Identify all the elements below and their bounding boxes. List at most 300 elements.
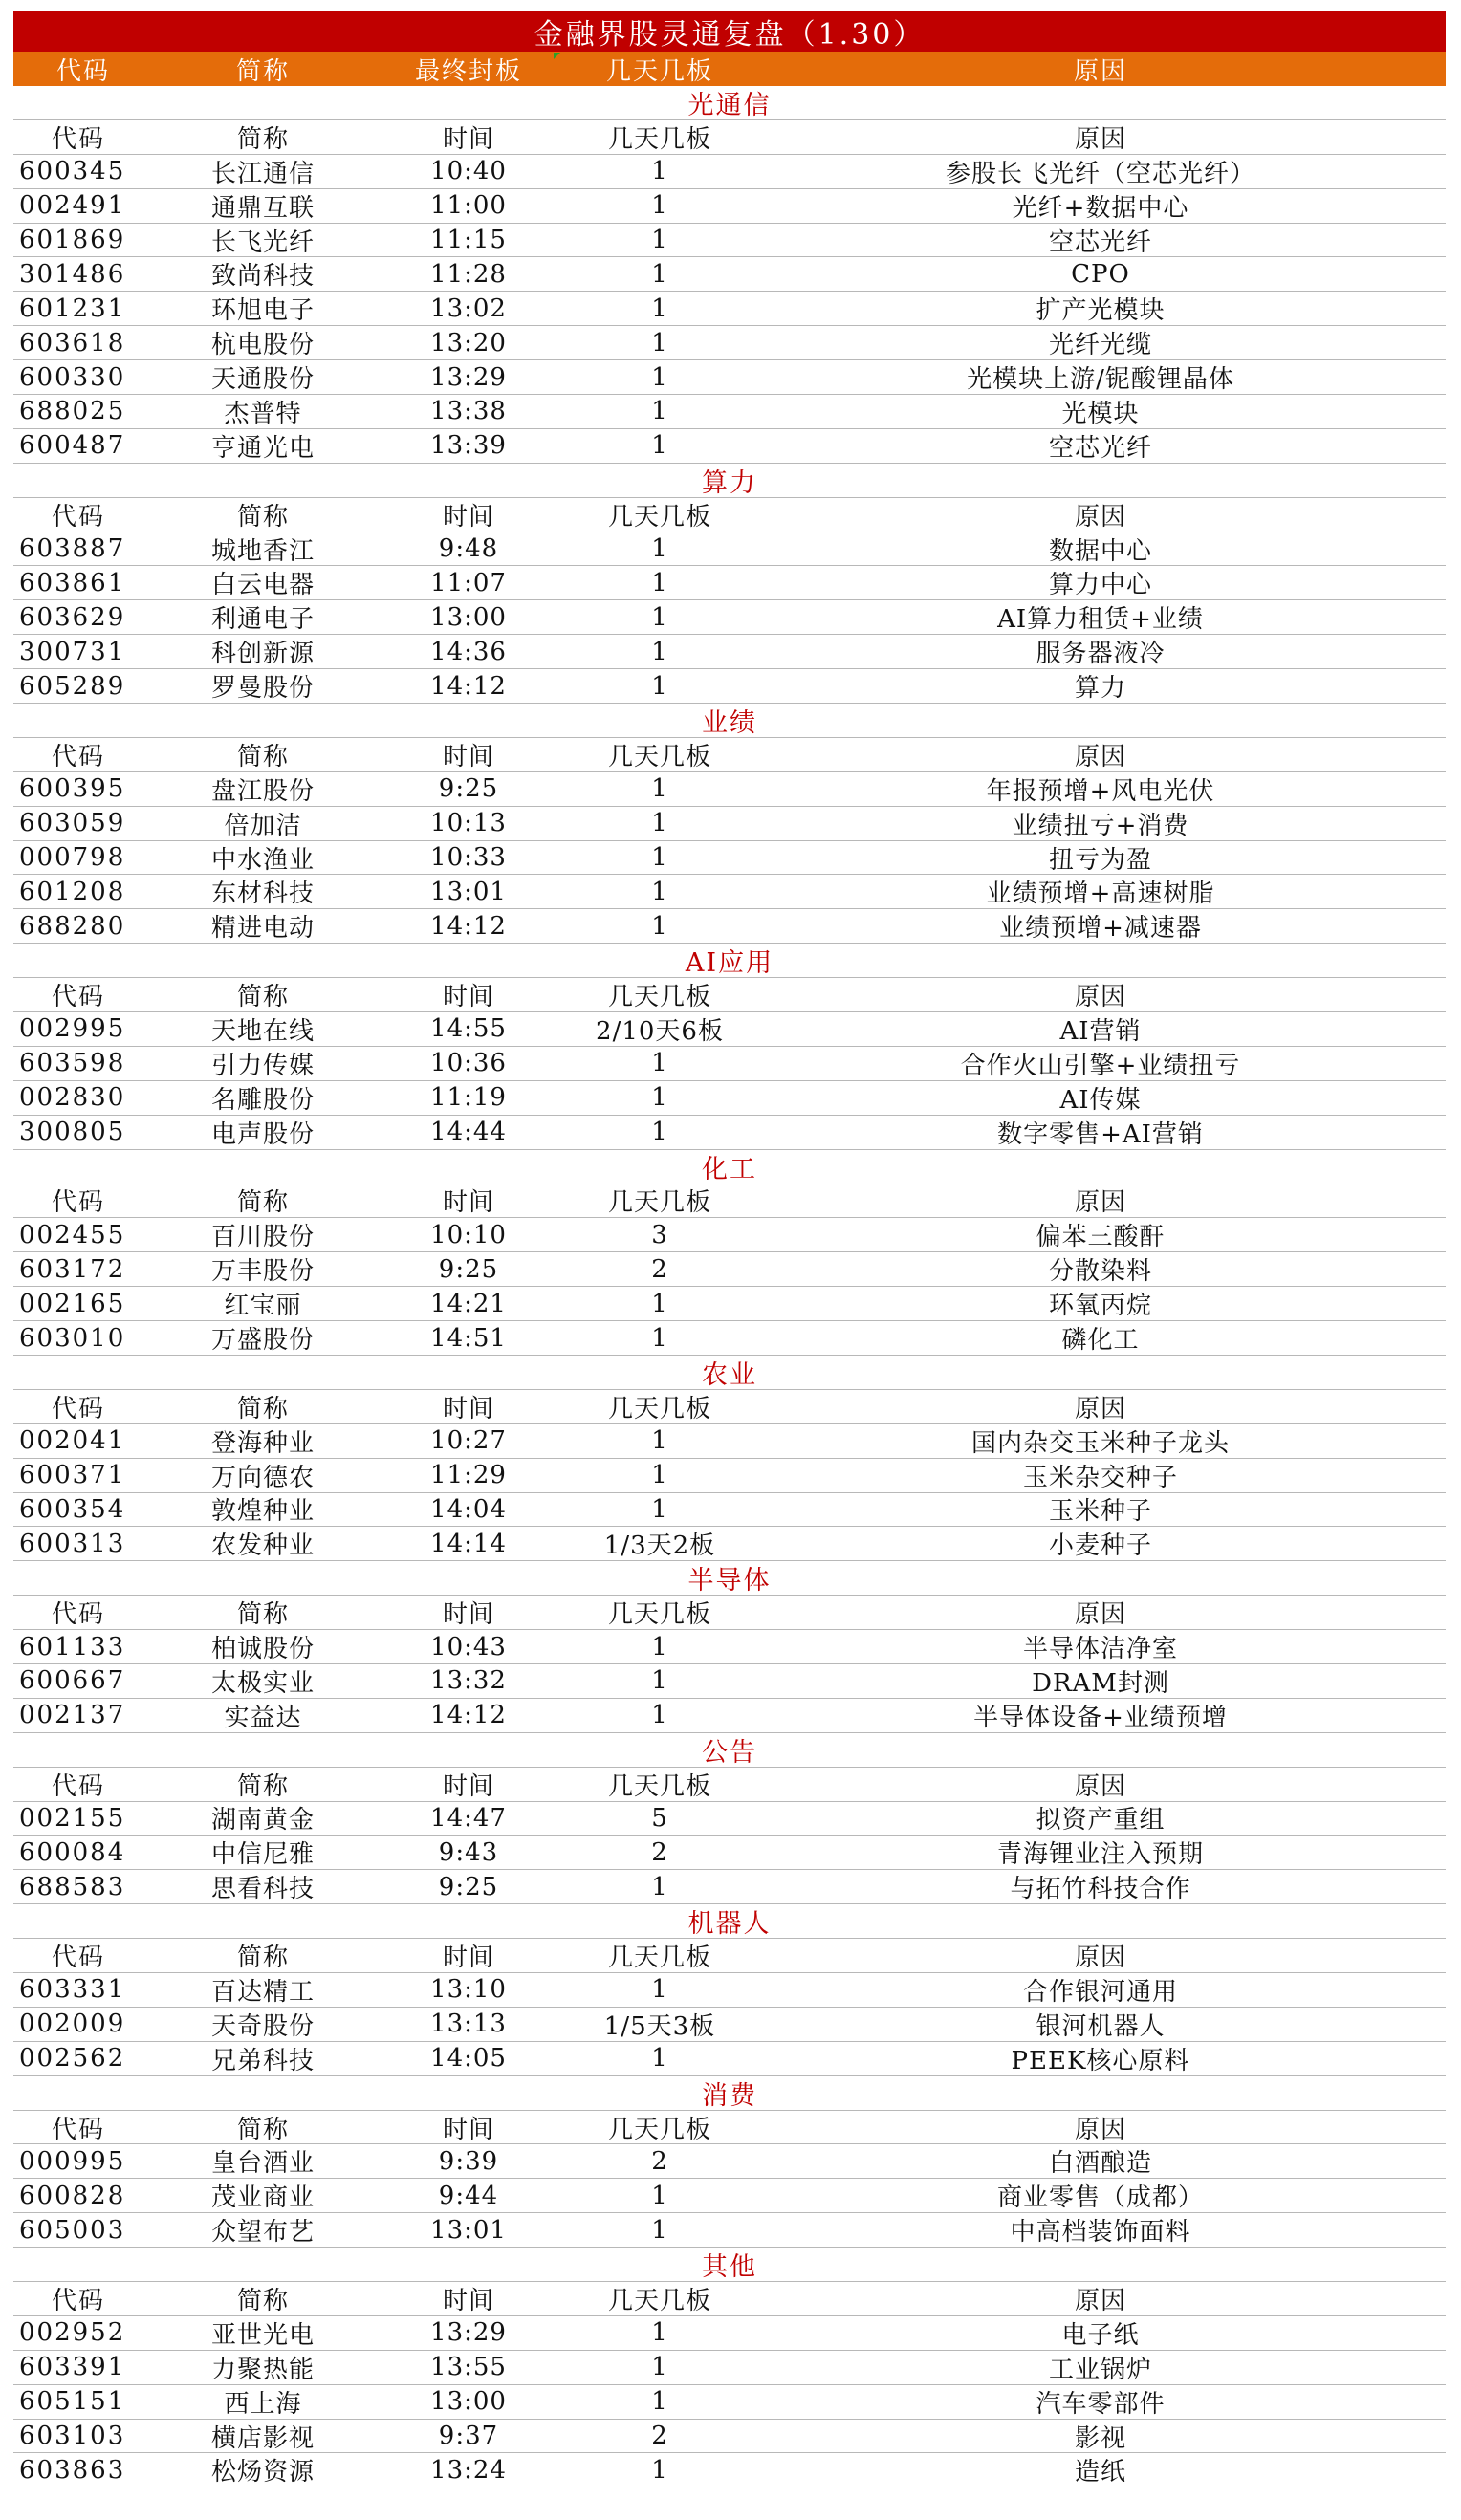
cell-time: 13:13 bbox=[430, 2009, 507, 2039]
table-row bbox=[13, 875, 1446, 909]
cell-time: 11:29 bbox=[430, 1461, 507, 1490]
cell-code: 600395 bbox=[19, 774, 126, 804]
column-header-row bbox=[13, 1939, 1446, 1973]
cell-reason: AI传媒 bbox=[1059, 1085, 1142, 1115]
section-title-row bbox=[13, 2076, 1446, 2111]
table-row bbox=[13, 257, 1446, 292]
cell-time: 13:01 bbox=[430, 2215, 507, 2245]
section-title: 化工 bbox=[702, 1154, 757, 1184]
column-header-name: 简称 bbox=[236, 1394, 289, 1423]
column-header-time: 时间 bbox=[442, 742, 494, 771]
cell-time: 9:48 bbox=[438, 534, 499, 564]
cell-time: 14:12 bbox=[430, 671, 507, 701]
cell-time: 9:43 bbox=[438, 1837, 499, 1867]
cell-code: 002165 bbox=[19, 1289, 126, 1318]
cell-time: 14:14 bbox=[430, 1529, 507, 1558]
cell-time: 13:00 bbox=[430, 2387, 507, 2417]
cell-reason: 偏苯三酸酐 bbox=[1036, 1223, 1166, 1252]
sheet-title: 金融界股灵通复盘（1.30） bbox=[534, 18, 926, 52]
cell-time: 10:36 bbox=[430, 1049, 507, 1078]
column-header-name: 简称 bbox=[236, 1944, 289, 1973]
cell-days: 1 bbox=[651, 191, 668, 221]
cell-days: 1 bbox=[651, 671, 668, 701]
table-row bbox=[13, 189, 1446, 224]
cell-name: 致尚科技 bbox=[210, 262, 315, 292]
column-header-name: 简称 bbox=[236, 1188, 289, 1218]
column-header-reason: 原因 bbox=[1074, 1771, 1126, 1801]
cell-reason: 磷化工 bbox=[1061, 1326, 1140, 1356]
column-header-time: 时间 bbox=[442, 2286, 494, 2315]
cell-name: 亨通光电 bbox=[210, 433, 315, 463]
section-title-row bbox=[13, 86, 1446, 120]
table-row bbox=[13, 1870, 1446, 1904]
cell-time: 11:28 bbox=[430, 259, 507, 289]
column-header-reason: 原因 bbox=[1074, 502, 1126, 532]
table-row bbox=[13, 1321, 1446, 1356]
cell-days: 1 bbox=[651, 328, 668, 358]
cell-name: 湖南黄金 bbox=[210, 1806, 315, 1836]
cell-comment-marker-icon bbox=[554, 53, 560, 59]
table-row bbox=[13, 1699, 1446, 1733]
cell-days: 1 bbox=[651, 226, 668, 254]
cell-code: 600354 bbox=[19, 1494, 126, 1524]
cell-days: 1 bbox=[651, 1632, 668, 1662]
cell-name: 农发种业 bbox=[210, 1532, 315, 1561]
cell-name: 众望布艺 bbox=[210, 2218, 315, 2248]
table-row bbox=[13, 1012, 1446, 1047]
section-title: 公告 bbox=[702, 1737, 757, 1768]
cell-code: 605289 bbox=[19, 671, 126, 701]
column-header-time: 时间 bbox=[442, 1394, 494, 1423]
cell-reason: 玉米种子 bbox=[1048, 1497, 1152, 1527]
table-row bbox=[13, 1836, 1446, 1870]
cell-name: 白云电器 bbox=[210, 571, 315, 600]
header-time: 最终封板 bbox=[414, 56, 522, 86]
column-header-time: 时间 bbox=[442, 1771, 494, 1801]
cell-days: 1 bbox=[651, 1323, 668, 1353]
cell-name: 科创新源 bbox=[210, 640, 315, 669]
cell-days: 1 bbox=[651, 1083, 668, 1113]
section-title: 消费 bbox=[702, 2080, 757, 2111]
cell-code: 600313 bbox=[19, 1529, 126, 1558]
cell-name: 环旭电子 bbox=[210, 296, 315, 326]
cell-reason: 商业零售（成都） bbox=[996, 2183, 1204, 2213]
column-header-code: 代码 bbox=[52, 2286, 106, 2315]
cell-days: 1 bbox=[651, 2387, 668, 2417]
cell-time: 13:29 bbox=[430, 362, 507, 392]
column-header-days: 几天几板 bbox=[607, 983, 711, 1012]
column-header-reason: 原因 bbox=[1074, 2286, 1126, 2315]
cell-time: 13:00 bbox=[430, 602, 507, 632]
cell-days: 1 bbox=[651, 259, 668, 289]
cell-reason: 扭亏为盈 bbox=[1048, 845, 1152, 875]
cell-code: 000995 bbox=[19, 2146, 126, 2176]
cell-name: 力聚热能 bbox=[210, 2355, 315, 2384]
cell-reason: 半导体洁净室 bbox=[1022, 1635, 1178, 1664]
column-header-time: 时间 bbox=[442, 502, 494, 532]
table-row bbox=[13, 2453, 1446, 2487]
cell-days: 1 bbox=[651, 877, 668, 906]
column-header-code: 代码 bbox=[52, 742, 106, 771]
cell-reason: 国内杂交玉米种子龙头 bbox=[970, 1428, 1230, 1458]
header-code: 代码 bbox=[55, 56, 110, 86]
cell-reason: 业绩扭亏+消费 bbox=[1012, 811, 1189, 840]
column-header-name: 简称 bbox=[236, 742, 289, 771]
cell-reason: 小麦种子 bbox=[1048, 1532, 1152, 1561]
cell-time: 11:00 bbox=[430, 191, 507, 221]
cell-code: 601231 bbox=[19, 293, 126, 323]
cell-reason: 光模块上游/铌酸锂晶体 bbox=[967, 365, 1234, 395]
cell-time: 13:10 bbox=[430, 1975, 507, 2005]
cell-name: 引力传媒 bbox=[210, 1051, 315, 1080]
cell-name: 东材科技 bbox=[210, 880, 315, 909]
table-row bbox=[13, 1287, 1446, 1321]
cell-days: 1 bbox=[651, 1666, 668, 1696]
cell-time: 13:38 bbox=[430, 397, 507, 426]
column-header-code: 代码 bbox=[52, 124, 106, 154]
column-header-row bbox=[13, 978, 1446, 1012]
table-row bbox=[13, 1459, 1446, 1493]
table-row bbox=[13, 2316, 1446, 2351]
table-row bbox=[13, 1527, 1446, 1561]
cell-code: 688583 bbox=[19, 1872, 126, 1901]
cell-days: 1 bbox=[651, 293, 668, 323]
cell-code: 000798 bbox=[19, 843, 126, 873]
table-row bbox=[13, 1493, 1446, 1528]
cell-name: 皇台酒业 bbox=[210, 2149, 315, 2179]
cell-days: 1 bbox=[651, 2181, 668, 2210]
cell-code: 603010 bbox=[19, 1323, 126, 1353]
column-header-code: 代码 bbox=[52, 502, 106, 532]
cell-name: 登海种业 bbox=[210, 1428, 315, 1458]
cell-time: 13:39 bbox=[430, 431, 507, 461]
column-header-name: 简称 bbox=[236, 2115, 289, 2144]
cell-name: 长飞光纤 bbox=[210, 228, 315, 257]
cell-reason: DRAM封测 bbox=[1032, 1668, 1169, 1698]
cell-name: 通鼎互联 bbox=[210, 193, 315, 223]
cell-reason: 电子纸 bbox=[1061, 2320, 1140, 2350]
main-header-row bbox=[13, 52, 1446, 86]
cell-code: 600345 bbox=[19, 157, 126, 186]
cell-days: 1 bbox=[651, 602, 668, 632]
cell-reason: 拟资产重组 bbox=[1036, 1806, 1166, 1836]
cell-reason: 分散染料 bbox=[1048, 1257, 1152, 1287]
cell-reason: 数据中心 bbox=[1048, 536, 1152, 566]
sections-container bbox=[13, 86, 1446, 2487]
section-title-row bbox=[13, 1904, 1446, 1939]
table-row bbox=[13, 395, 1446, 429]
cell-days: 1 bbox=[651, 1426, 668, 1456]
cell-days: 1 bbox=[651, 2044, 668, 2074]
cell-code: 603861 bbox=[19, 568, 126, 597]
table-row bbox=[13, 2385, 1446, 2420]
cell-days: 1 bbox=[651, 568, 668, 597]
cell-code: 300805 bbox=[19, 1118, 126, 1147]
table-row bbox=[13, 2144, 1446, 2179]
cell-name: 名雕股份 bbox=[210, 1085, 315, 1115]
table-row bbox=[13, 1802, 1446, 1836]
cell-days: 1 bbox=[651, 157, 668, 186]
table-row bbox=[13, 292, 1446, 326]
cell-days: 2/10天6板 bbox=[596, 1017, 724, 1046]
column-header-reason: 原因 bbox=[1074, 124, 1126, 154]
cell-days: 2 bbox=[651, 1254, 668, 1284]
cell-code: 601208 bbox=[19, 877, 126, 906]
cell-name: 茂业商业 bbox=[210, 2183, 315, 2213]
header-reason: 原因 bbox=[1073, 56, 1127, 86]
cell-days: 1 bbox=[651, 774, 668, 804]
table-row bbox=[13, 669, 1446, 704]
cell-days: 1 bbox=[651, 809, 668, 838]
cell-time: 13:02 bbox=[430, 293, 507, 323]
cell-reason: 扩产光模块 bbox=[1036, 296, 1166, 326]
cell-code: 605003 bbox=[19, 2215, 126, 2245]
cell-time: 14:44 bbox=[430, 1118, 507, 1147]
cell-time: 13:32 bbox=[430, 1666, 507, 1696]
cell-code: 600667 bbox=[19, 1666, 126, 1696]
section-title: 业绩 bbox=[702, 707, 757, 738]
cell-name: 思看科技 bbox=[210, 1875, 315, 1904]
cell-days: 1 bbox=[651, 362, 668, 392]
cell-name: 太极实业 bbox=[210, 1668, 315, 1698]
cell-time: 9:39 bbox=[438, 2146, 499, 2176]
cell-name: 万向德农 bbox=[210, 1463, 315, 1492]
column-header-code: 代码 bbox=[52, 983, 106, 1012]
column-header-name: 简称 bbox=[236, 1600, 289, 1630]
cell-code: 002562 bbox=[19, 2044, 126, 2074]
cell-name: 中信尼雅 bbox=[210, 1840, 315, 1870]
cell-code: 601133 bbox=[19, 1632, 126, 1662]
column-header-time: 时间 bbox=[442, 1600, 494, 1630]
cell-reason: 数字零售+AI营销 bbox=[997, 1119, 1204, 1149]
cell-reason: 年报预增+风电光伏 bbox=[986, 776, 1215, 806]
table-row bbox=[13, 2213, 1446, 2248]
column-header-days: 几天几板 bbox=[607, 124, 711, 154]
cell-name: 柏诚股份 bbox=[210, 1635, 315, 1664]
column-header-days: 几天几板 bbox=[607, 502, 711, 532]
column-header-row bbox=[13, 1184, 1446, 1219]
cell-time: 13:55 bbox=[430, 2353, 507, 2382]
column-header-name: 简称 bbox=[236, 983, 289, 1012]
cell-time: 13:29 bbox=[430, 2318, 507, 2348]
cell-reason: 中高档装饰面料 bbox=[1010, 2218, 1191, 2248]
cell-code: 002995 bbox=[19, 1014, 126, 1044]
column-header-days: 几天几板 bbox=[607, 1771, 711, 1801]
cell-days: 1 bbox=[651, 1872, 668, 1901]
cell-name: 倍加洁 bbox=[224, 811, 302, 840]
cell-reason: 服务器液冷 bbox=[1036, 640, 1166, 669]
cell-name: 长江通信 bbox=[210, 159, 315, 188]
section-title: 光通信 bbox=[687, 90, 772, 120]
cell-name: 百川股份 bbox=[210, 1223, 315, 1252]
table-row bbox=[13, 1973, 1446, 2008]
cell-days: 1 bbox=[651, 1975, 668, 2005]
cell-name: 城地香江 bbox=[210, 536, 315, 566]
cell-reason: 汽车零部件 bbox=[1036, 2389, 1166, 2419]
table-row bbox=[13, 807, 1446, 841]
column-header-time: 时间 bbox=[442, 124, 494, 154]
limit-up-review-sheet bbox=[13, 11, 1446, 2487]
table-row bbox=[13, 635, 1446, 669]
cell-name: 红宝丽 bbox=[224, 1292, 302, 1321]
column-header-name: 简称 bbox=[236, 124, 289, 154]
section-title: 机器人 bbox=[687, 1909, 772, 1940]
table-row bbox=[13, 1218, 1446, 1252]
cell-code: 600371 bbox=[19, 1461, 126, 1490]
column-header-row bbox=[13, 498, 1446, 532]
section-title-row bbox=[13, 464, 1446, 498]
column-header-time: 时间 bbox=[442, 1188, 494, 1218]
cell-time: 13:24 bbox=[430, 2455, 507, 2485]
cell-days: 1 bbox=[651, 1049, 668, 1078]
column-header-days: 几天几板 bbox=[607, 1600, 711, 1630]
cell-days: 1 bbox=[651, 637, 668, 666]
cell-days: 1 bbox=[651, 1494, 668, 1524]
cell-code: 601869 bbox=[19, 226, 126, 254]
cell-reason: 造纸 bbox=[1074, 2458, 1126, 2487]
column-header-time: 时间 bbox=[442, 983, 494, 1012]
column-header-row bbox=[13, 738, 1446, 772]
cell-reason: 与拓竹科技合作 bbox=[1010, 1875, 1191, 1904]
table-row bbox=[13, 1047, 1446, 1081]
cell-reason: AI算力租赁+业绩 bbox=[997, 605, 1204, 635]
cell-reason: 青海锂业注入预期 bbox=[996, 1840, 1204, 1870]
cell-time: 9:37 bbox=[438, 2422, 499, 2450]
cell-reason: 业绩预增+减速器 bbox=[999, 914, 1202, 944]
table-row bbox=[13, 909, 1446, 944]
cell-time: 10:33 bbox=[430, 843, 507, 873]
section-title-row bbox=[13, 1356, 1446, 1390]
table-row bbox=[13, 772, 1446, 807]
cell-name: 亚世光电 bbox=[210, 2320, 315, 2350]
section-title: AI应用 bbox=[685, 948, 774, 979]
column-header-reason: 原因 bbox=[1074, 2115, 1126, 2144]
cell-days: 1 bbox=[651, 397, 668, 426]
table-row bbox=[13, 1664, 1446, 1699]
column-header-reason: 原因 bbox=[1074, 983, 1126, 1012]
table-row bbox=[13, 360, 1446, 395]
cell-days: 1/5天3板 bbox=[603, 2011, 716, 2041]
table-row bbox=[13, 841, 1446, 876]
cell-code: 002830 bbox=[19, 1083, 126, 1113]
cell-code: 300731 bbox=[19, 637, 126, 666]
cell-time: 14:05 bbox=[430, 2044, 507, 2074]
column-header-reason: 原因 bbox=[1074, 1944, 1126, 1973]
cell-code: 603863 bbox=[19, 2455, 126, 2485]
cell-time: 14:04 bbox=[430, 1494, 507, 1524]
cell-code: 002041 bbox=[19, 1426, 126, 1456]
cell-time: 14:12 bbox=[430, 911, 507, 941]
cell-name: 实益达 bbox=[224, 1703, 302, 1732]
section-title: 其他 bbox=[702, 2252, 757, 2283]
cell-name: 中水渔业 bbox=[210, 845, 315, 875]
cell-reason: 影视 bbox=[1074, 2423, 1126, 2453]
cell-days: 1 bbox=[651, 911, 668, 941]
column-header-code: 代码 bbox=[52, 1188, 106, 1218]
cell-time: 14:21 bbox=[430, 1289, 507, 1318]
section-title-row bbox=[13, 1561, 1446, 1596]
cell-reason: 算力中心 bbox=[1048, 571, 1152, 600]
cell-reason: 空芯光纤 bbox=[1048, 228, 1152, 257]
cell-code: 603629 bbox=[19, 602, 126, 632]
table-row bbox=[13, 224, 1446, 258]
cell-code: 600330 bbox=[19, 362, 126, 392]
cell-time: 14:55 bbox=[430, 1014, 507, 1044]
cell-code: 603172 bbox=[19, 1254, 126, 1284]
cell-reason: 半导体设备+业绩预增 bbox=[973, 1703, 1228, 1732]
cell-name: 万丰股份 bbox=[210, 1257, 315, 1287]
cell-code: 002491 bbox=[19, 191, 126, 221]
cell-time: 10:43 bbox=[430, 1632, 507, 1662]
cell-time: 10:13 bbox=[430, 809, 507, 838]
table-row bbox=[13, 326, 1446, 360]
cell-days: 1 bbox=[651, 843, 668, 873]
cell-time: 13:20 bbox=[430, 328, 507, 358]
cell-days: 1 bbox=[651, 1701, 668, 1730]
cell-reason: CPO bbox=[1071, 259, 1130, 289]
table-row bbox=[13, 600, 1446, 635]
cell-code: 603331 bbox=[19, 1975, 126, 2005]
column-header-row bbox=[13, 2282, 1446, 2316]
column-header-days: 几天几板 bbox=[607, 1944, 711, 1973]
column-header-time: 时间 bbox=[442, 1944, 494, 1973]
cell-code: 603103 bbox=[19, 2422, 126, 2450]
cell-days: 1 bbox=[651, 2215, 668, 2245]
cell-days: 2 bbox=[651, 2146, 668, 2176]
cell-time: 10:10 bbox=[430, 1220, 507, 1249]
table-row bbox=[13, 1424, 1446, 1459]
column-header-row bbox=[13, 120, 1446, 155]
cell-name: 电声股份 bbox=[210, 1119, 315, 1149]
column-header-days: 几天几板 bbox=[607, 742, 711, 771]
cell-code: 688025 bbox=[19, 397, 126, 426]
cell-days: 1 bbox=[651, 2455, 668, 2485]
table-row bbox=[13, 2351, 1446, 2385]
cell-days: 1 bbox=[651, 2318, 668, 2348]
column-header-time: 时间 bbox=[442, 2115, 494, 2144]
cell-time: 14:47 bbox=[430, 1803, 507, 1833]
section-title-row bbox=[13, 1150, 1446, 1184]
cell-code: 603391 bbox=[19, 2353, 126, 2382]
column-header-code: 代码 bbox=[52, 2115, 106, 2144]
cell-code: 600828 bbox=[19, 2181, 126, 2210]
column-header-reason: 原因 bbox=[1074, 1394, 1126, 1423]
cell-reason: 光纤光缆 bbox=[1048, 331, 1152, 360]
cell-time: 9:25 bbox=[438, 774, 499, 804]
cell-name: 百达精工 bbox=[210, 1977, 315, 2007]
table-row bbox=[13, 155, 1446, 189]
column-header-days: 几天几板 bbox=[607, 2115, 711, 2144]
cell-code: 002455 bbox=[19, 1220, 126, 1249]
column-header-code: 代码 bbox=[52, 1600, 106, 1630]
cell-code: 600487 bbox=[19, 431, 126, 461]
cell-code: 605151 bbox=[19, 2387, 126, 2417]
cell-reason: 玉米杂交种子 bbox=[1022, 1463, 1178, 1492]
column-header-days: 几天几板 bbox=[607, 2286, 711, 2315]
cell-code: 603059 bbox=[19, 809, 126, 838]
cell-name: 横店影视 bbox=[210, 2423, 315, 2453]
cell-name: 杰普特 bbox=[224, 399, 302, 428]
cell-reason: 光纤+数据中心 bbox=[1012, 193, 1189, 223]
column-header-reason: 原因 bbox=[1074, 1188, 1126, 1218]
cell-days: 1/3天2板 bbox=[603, 1532, 716, 1561]
column-header-days: 几天几板 bbox=[607, 1188, 711, 1218]
column-header-code: 代码 bbox=[52, 1771, 106, 1801]
cell-time: 14:12 bbox=[430, 1701, 507, 1730]
cell-days: 5 bbox=[651, 1803, 668, 1833]
cell-time: 10:40 bbox=[430, 157, 507, 186]
column-header-name: 简称 bbox=[236, 2286, 289, 2315]
